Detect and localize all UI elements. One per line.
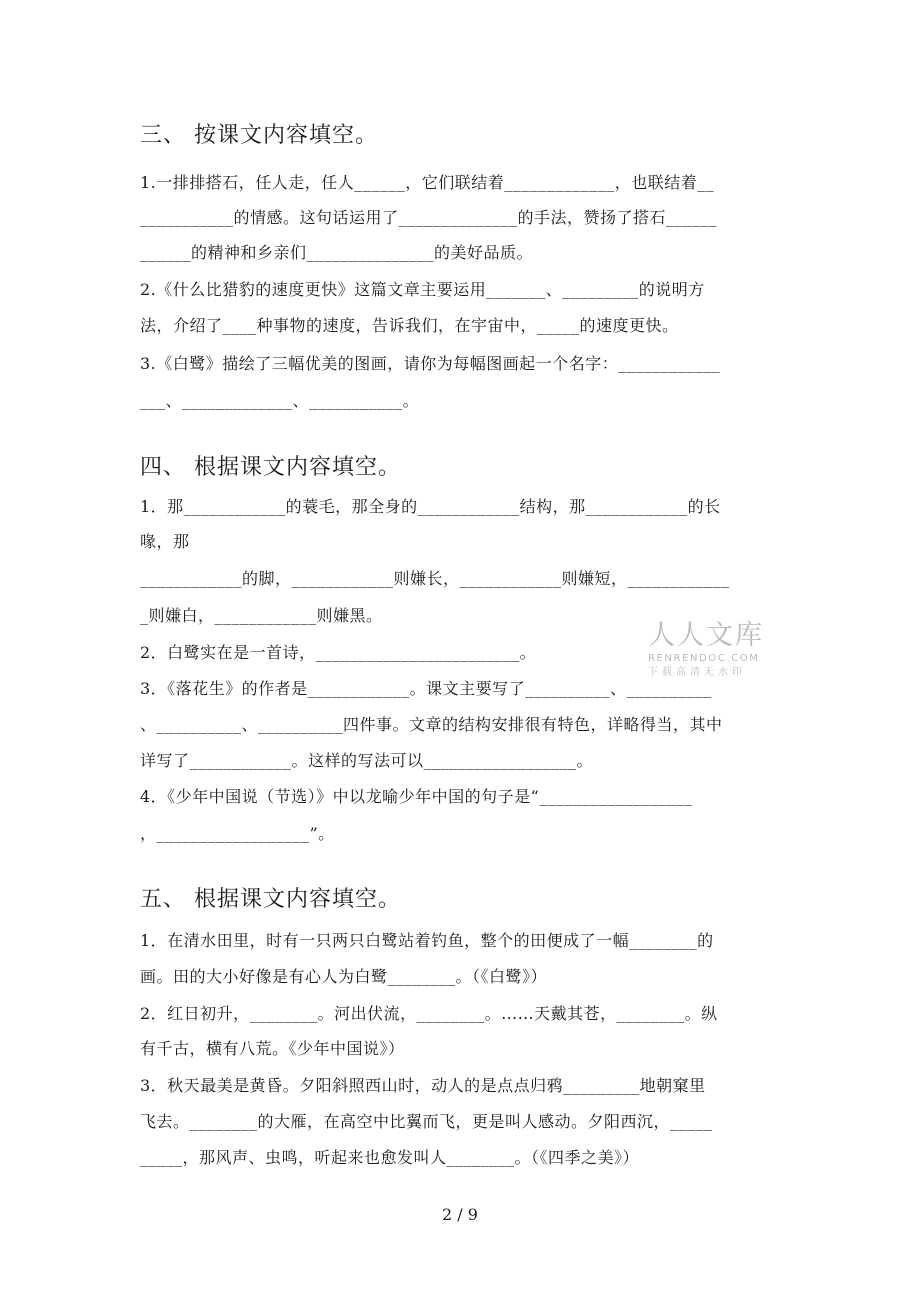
- section-5-line-2: 画。田的大小好像是有心人为白鹭________。（《白鹭》）: [140, 967, 548, 986]
- section-3-line-4: 2.《什么比猎豹的速度更快》这篇文章主要运用_______、_________的说明方: [140, 280, 705, 299]
- section-4-line-7: 、__________、__________四件事。文章的结构安排很有特色，详略得当，其中: [140, 715, 723, 734]
- section-4-line-1: 1．那____________的蓑毛，那全身的____________结构，那____________的长: [140, 497, 721, 516]
- section-5-line-6: 飞去。________的大雁，在高空中比翼而飞，更是叫人感动。夕阳西沉，_____: [140, 1112, 713, 1131]
- section-3-line-3: ______的精神和乡亲们_______________的美好品质。: [140, 243, 534, 262]
- section-3-line-7: ___、_____________、___________。: [140, 391, 420, 410]
- section-5-line-1: 1．在清水田里，时有一只两只白鹭站着钓鱼，整个的田便成了一幅________的: [140, 931, 714, 950]
- section-3-line-5: 法，介绍了____种事物的速度，告诉我们，在宇宙中，_____的速度更快。: [140, 316, 679, 335]
- section-4-line-9: 4．《少年中国说（节选）》中以龙喻少年中国的句子是“__________________: [140, 787, 693, 806]
- watermark-title: 人人文库: [648, 620, 764, 651]
- section-4-line-2: 喙，那: [140, 532, 190, 551]
- section-4-line-10: ，__________________”。: [140, 824, 335, 843]
- section-3-line-2: ___________的情感。这句话运用了______________的手法，赞扬了搭石______: [140, 208, 718, 227]
- section-5-heading: 五、 根据课文内容填空。: [140, 887, 401, 912]
- section-4-line-4: _则嫌白，____________则嫌黑。: [140, 606, 383, 625]
- watermark: [648, 620, 778, 680]
- watermark-slogan: 下载高清无水印: [648, 667, 746, 678]
- section-4-line-5: 2．白鹭实在是一首诗，________________________。: [140, 643, 537, 662]
- section-3-line-1: 1.一排排搭石，任人走，任人______，它们联结着_____________，也联结着__: [140, 173, 715, 192]
- watermark-site: RENRENDOC.COM: [648, 653, 760, 664]
- section-5-line-4: 有千古，横有八荒。《少年中国说》）: [140, 1039, 405, 1058]
- section-4-line-8: 详写了____________。这样的写法可以__________________。: [140, 751, 594, 770]
- section-5-line-3: 2．红日初升，________。河出伏流，________。……天戴其苍，________。纵: [140, 1004, 718, 1023]
- section-5-line-7: _____，那风声、虫鸣，听起来也愈发叫人________。（《四季之美》）: [140, 1148, 640, 1167]
- section-3-line-6: 3.《白鹭》描绘了三幅优美的图画，请你为每幅图画起一个名字：____________: [140, 354, 721, 373]
- section-5-line-5: 3．秋天最美是黄昏。夕阳斜照西山时，动人的是点点归鸦_________地朝窠里: [140, 1076, 706, 1095]
- section-4-line-3: ____________的脚，____________则嫌长，____________则嫌短，____________: [140, 569, 730, 588]
- section-4-heading: 四、 根据课文内容填空。: [140, 455, 401, 480]
- page-number: 2 / 9: [442, 1205, 478, 1224]
- section-4-line-6: 3．《落花生》的作者是____________。课文主要写了__________、__________: [140, 679, 712, 698]
- section-3-heading: 三、 按课文内容填空。: [140, 123, 378, 148]
